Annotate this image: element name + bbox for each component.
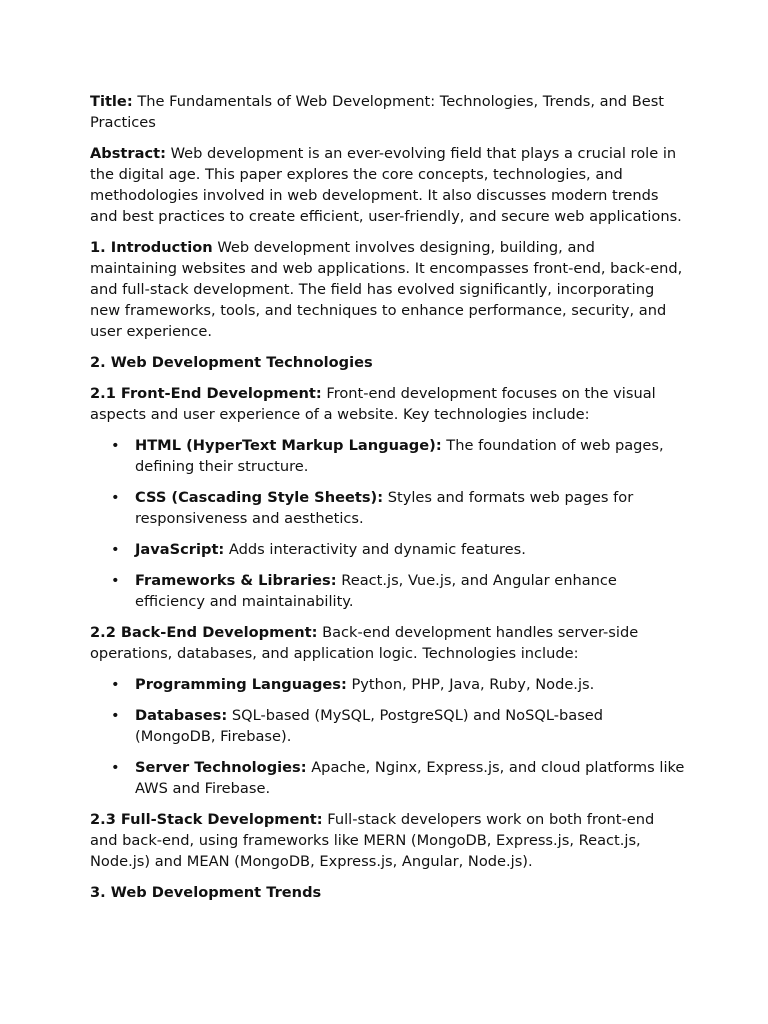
list-item-label: JavaScript: — [135, 541, 225, 558]
list-item — [135, 674, 685, 695]
document-body — [90, 91, 685, 913]
section-3-heading-paragraph — [90, 882, 685, 903]
frontend-heading: 2.1 Front-End Development: — [90, 385, 322, 402]
list-item-label: Frameworks & Libraries: — [135, 572, 337, 589]
list-item-text: SQL-based (MySQL, PostgreSQL) and NoSQL-based (MongoDB, Firebase). — [135, 707, 604, 745]
list-item — [135, 539, 685, 560]
list-item — [135, 757, 685, 799]
introduction-heading: 1. Introduction — [90, 239, 213, 256]
list-item-text: Apache, Nginx, Express.js, and cloud platforms like AWS and Firebase. — [135, 759, 685, 797]
title-paragraph — [90, 91, 685, 133]
list-item-text: Styles and formats web pages for responsiveness and aesthetics. — [135, 489, 634, 527]
list-item-label: CSS (Cascading Style Sheets): — [135, 489, 384, 506]
abstract-paragraph — [90, 143, 685, 227]
frontend-paragraph — [90, 383, 685, 425]
title-text: The Fundamentals of Web Development: Technologies, Trends, and Best Practices — [90, 93, 665, 131]
fullstack-heading: 2.3 Full-Stack Development: — [90, 811, 323, 828]
list-item — [135, 487, 685, 529]
list-item — [135, 570, 685, 612]
title-label: Title: — [90, 93, 133, 110]
abstract-label: Abstract: — [90, 145, 166, 162]
section-2-heading: 2. Web Development Technologies — [90, 354, 373, 371]
frontend-list — [90, 435, 685, 612]
backend-paragraph — [90, 622, 685, 664]
list-item-label: Programming Languages: — [135, 676, 347, 693]
list-item-text: Python, PHP, Java, Ruby, Node.js. — [351, 676, 595, 693]
list-item — [135, 705, 685, 747]
backend-list — [90, 674, 685, 799]
section-3-heading: 3. Web Development Trends — [90, 884, 322, 901]
list-item-label: HTML (HyperText Markup Language): — [135, 437, 442, 454]
backend-heading: 2.2 Back-End Development: — [90, 624, 318, 641]
frontend-text: Front-end development focuses on the visual aspects and user experience of a website. Key technologies include: — [90, 385, 656, 423]
list-item-label: Databases: — [135, 707, 228, 724]
list-item-label: Server Technologies: — [135, 759, 307, 776]
introduction-paragraph — [90, 237, 685, 342]
list-item-text: The foundation of web pages, defining their structure. — [135, 437, 664, 475]
abstract-text: Web development is an ever-evolving field that plays a crucial role in the digital age. This paper explores the core concepts, technologies, and methodologies involved in web development. It also discusses modern trends and best practices to create efficient, user-friendly, and secure web applications. — [90, 145, 682, 225]
list-item-text: React.js, Vue.js, and Angular enhance efficiency and maintainability. — [135, 572, 617, 610]
backend-text: Back-end development handles server-side operations, databases, and application logic. Technologies include: — [90, 624, 639, 662]
list-item — [135, 435, 685, 477]
fullstack-paragraph — [90, 809, 685, 872]
fullstack-text: Full-stack developers work on both front-end and back-end, using frameworks like MERN (MongoDB, Express.js, React.js, Node.js) and MEAN (MongoDB, Express.js, Angular, Node.js). — [90, 811, 655, 870]
section-2-heading-paragraph — [90, 352, 685, 373]
introduction-text: Web development involves designing, building, and maintaining websites and web applications. It encompasses front-end, back-end, and full-stack development. The field has evolved significantly, incorporating new frameworks, tools, and techniques to enhance performance, security, and user experience. — [90, 239, 683, 340]
list-item-text: Adds interactivity and dynamic features. — [228, 541, 526, 558]
